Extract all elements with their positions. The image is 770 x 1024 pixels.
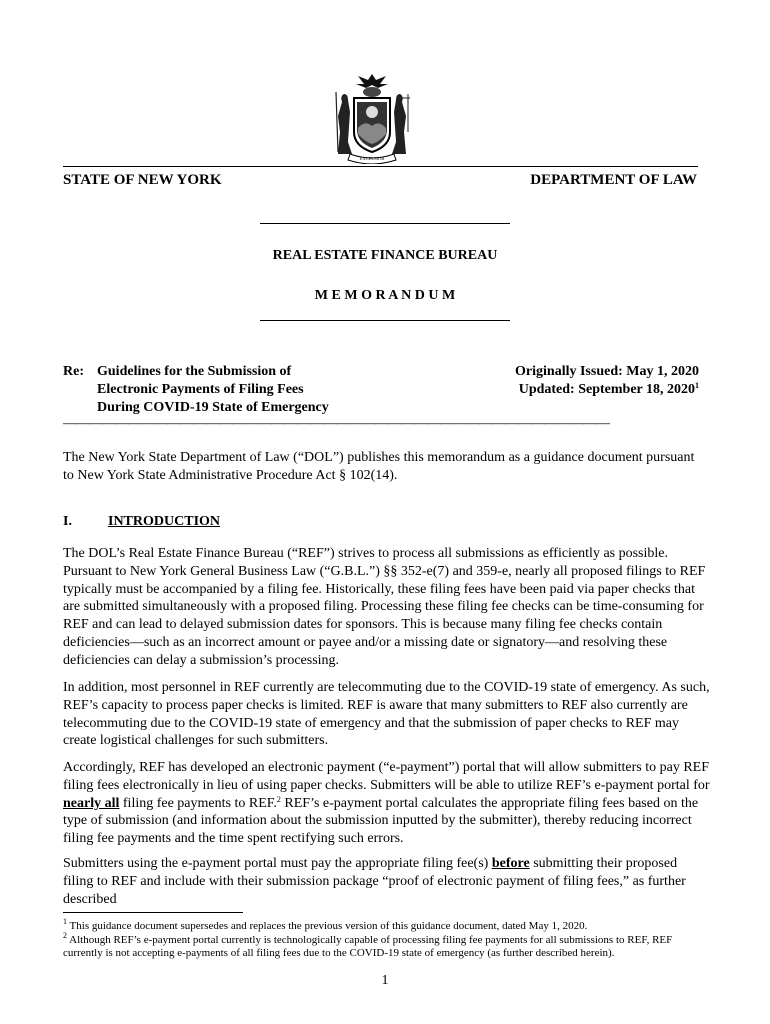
updated-date: Updated: September 18, 2020 — [518, 382, 695, 397]
header-top-rule — [63, 166, 698, 167]
footnote — [63, 930, 708, 961]
section-paragraph: In addition, most personnel in REF currently are telecommuting due to the COVID-19 state of emergency. As such, REF’s capacity to process paper checks is limited. REF is aware that many submitters to REF also currently are telecommuting due to the COVID-19 state of emergency and that the submission of paper checks to REF may create logistical challenges for such submitters. — [63, 680, 710, 749]
originally-issued-date: Originally Issued: May 1, 2020 — [515, 364, 699, 379]
footnote-number: 1 — [63, 917, 67, 926]
page-number: 1 — [381, 973, 389, 988]
paragraph-text: Submitters using the e-payment portal must pay the appropriate filing fee(s) — [63, 856, 492, 871]
intro-paragraph: The New York State Department of Law (“DOL”) publishes this memorandum as a guidance document pursuant to New York State Administrative Procedure Act § 102(14). — [63, 450, 695, 483]
paragraph-text: filing fee payments to REF. — [119, 795, 277, 811]
bureau-bottom-rule — [260, 320, 510, 321]
footnote-number: 2 — [63, 930, 67, 940]
footnote-text: Although REF’s e-payment portal currently is technologically capable of processing filing fee payments for all submissions to REF, REF currently is not accepting e-payments of all filing fees due to the COVID-19 state of emergency (as further described herein). — [63, 933, 673, 959]
re-subject-line: Guidelines for the Submission of — [97, 364, 292, 379]
footnote-text: This guidance document supersedes and replaces the previous version of this guidance document, dated May 1, 2020. — [67, 920, 588, 932]
footnote-ref: 2 — [276, 794, 281, 804]
section-paragraph — [63, 855, 710, 908]
re-subject — [97, 363, 329, 417]
re-subject-line: Electronic Payments of Filing Fees — [97, 382, 304, 397]
footnote — [63, 917, 708, 934]
emphasis-before: before — [491, 856, 530, 871]
footnote-ref: 1 — [695, 381, 699, 390]
section-paragraph: The DOL’s Real Estate Finance Bureau (“REF”) strives to process all submissions as efficiently as possible. Pursuant to New York General Business Law (“G.B.L.”) §§ 352-e(7) and 359-e, nearly all proposed filings to REF typically must be accompanied by a filing fee. Historically, these filing fees have been paid via paper checks that are submitted simultaneously with a proposed filing. Processing these filing fee checks can be time-consuming for REF and can lead to delayed submission dates for sponsors. This is because many filing fee checks contain deficiencies—such as an incorrect amount or payee and/or a missing date or signatory—and resolving these deficiencies can delay a submission’s processing. — [63, 546, 706, 668]
paragraph-text: REF’s e-payment portal calculates the appropriate filing fees based on the type of submission (and information about the submission inputted by the submitter), thereby reducing incorrect filing fee payments and the time spent rectifying such errors. — [63, 795, 699, 847]
section-paragraph — [63, 759, 710, 848]
memo-title: M E M O R A N D U M — [314, 288, 456, 303]
re-dash-rule: —————————————————————————————————————————— — [63, 416, 609, 431]
paragraph-text: Accordingly, REF has developed an electronic payment (“e-payment”) portal that will allow submitters to pay REF filing fees electronically in lieu of using paper checks. Submitters will be able to utilize REF’s e-payment portal for — [63, 760, 710, 793]
issue-dates — [515, 363, 699, 399]
footnotes — [63, 917, 708, 961]
new-york-state-seal — [332, 72, 412, 164]
state-heading: STATE OF NEW YORK — [63, 172, 222, 188]
bureau-top-rule — [260, 223, 510, 224]
paragraph-text: submitting their proposed filing to REF and include with their submission package “proof of electronic payment of filing fees,” as further described — [63, 856, 686, 907]
updated-date-line — [515, 381, 699, 399]
section-number: I. — [63, 514, 72, 529]
footnote-separator — [63, 912, 243, 913]
section-title: INTRODUCTION — [108, 514, 221, 529]
re-label: Re: — [63, 364, 84, 379]
emphasis-nearly-all: nearly all — [63, 795, 120, 811]
seal-motto: EXCELSIOR — [359, 156, 385, 161]
department-heading: DEPARTMENT OF LAW — [530, 172, 697, 188]
bureau-title: REAL ESTATE FINANCE BUREAU — [272, 248, 498, 263]
re-subject-line: During COVID-19 State of Emergency — [97, 400, 329, 415]
